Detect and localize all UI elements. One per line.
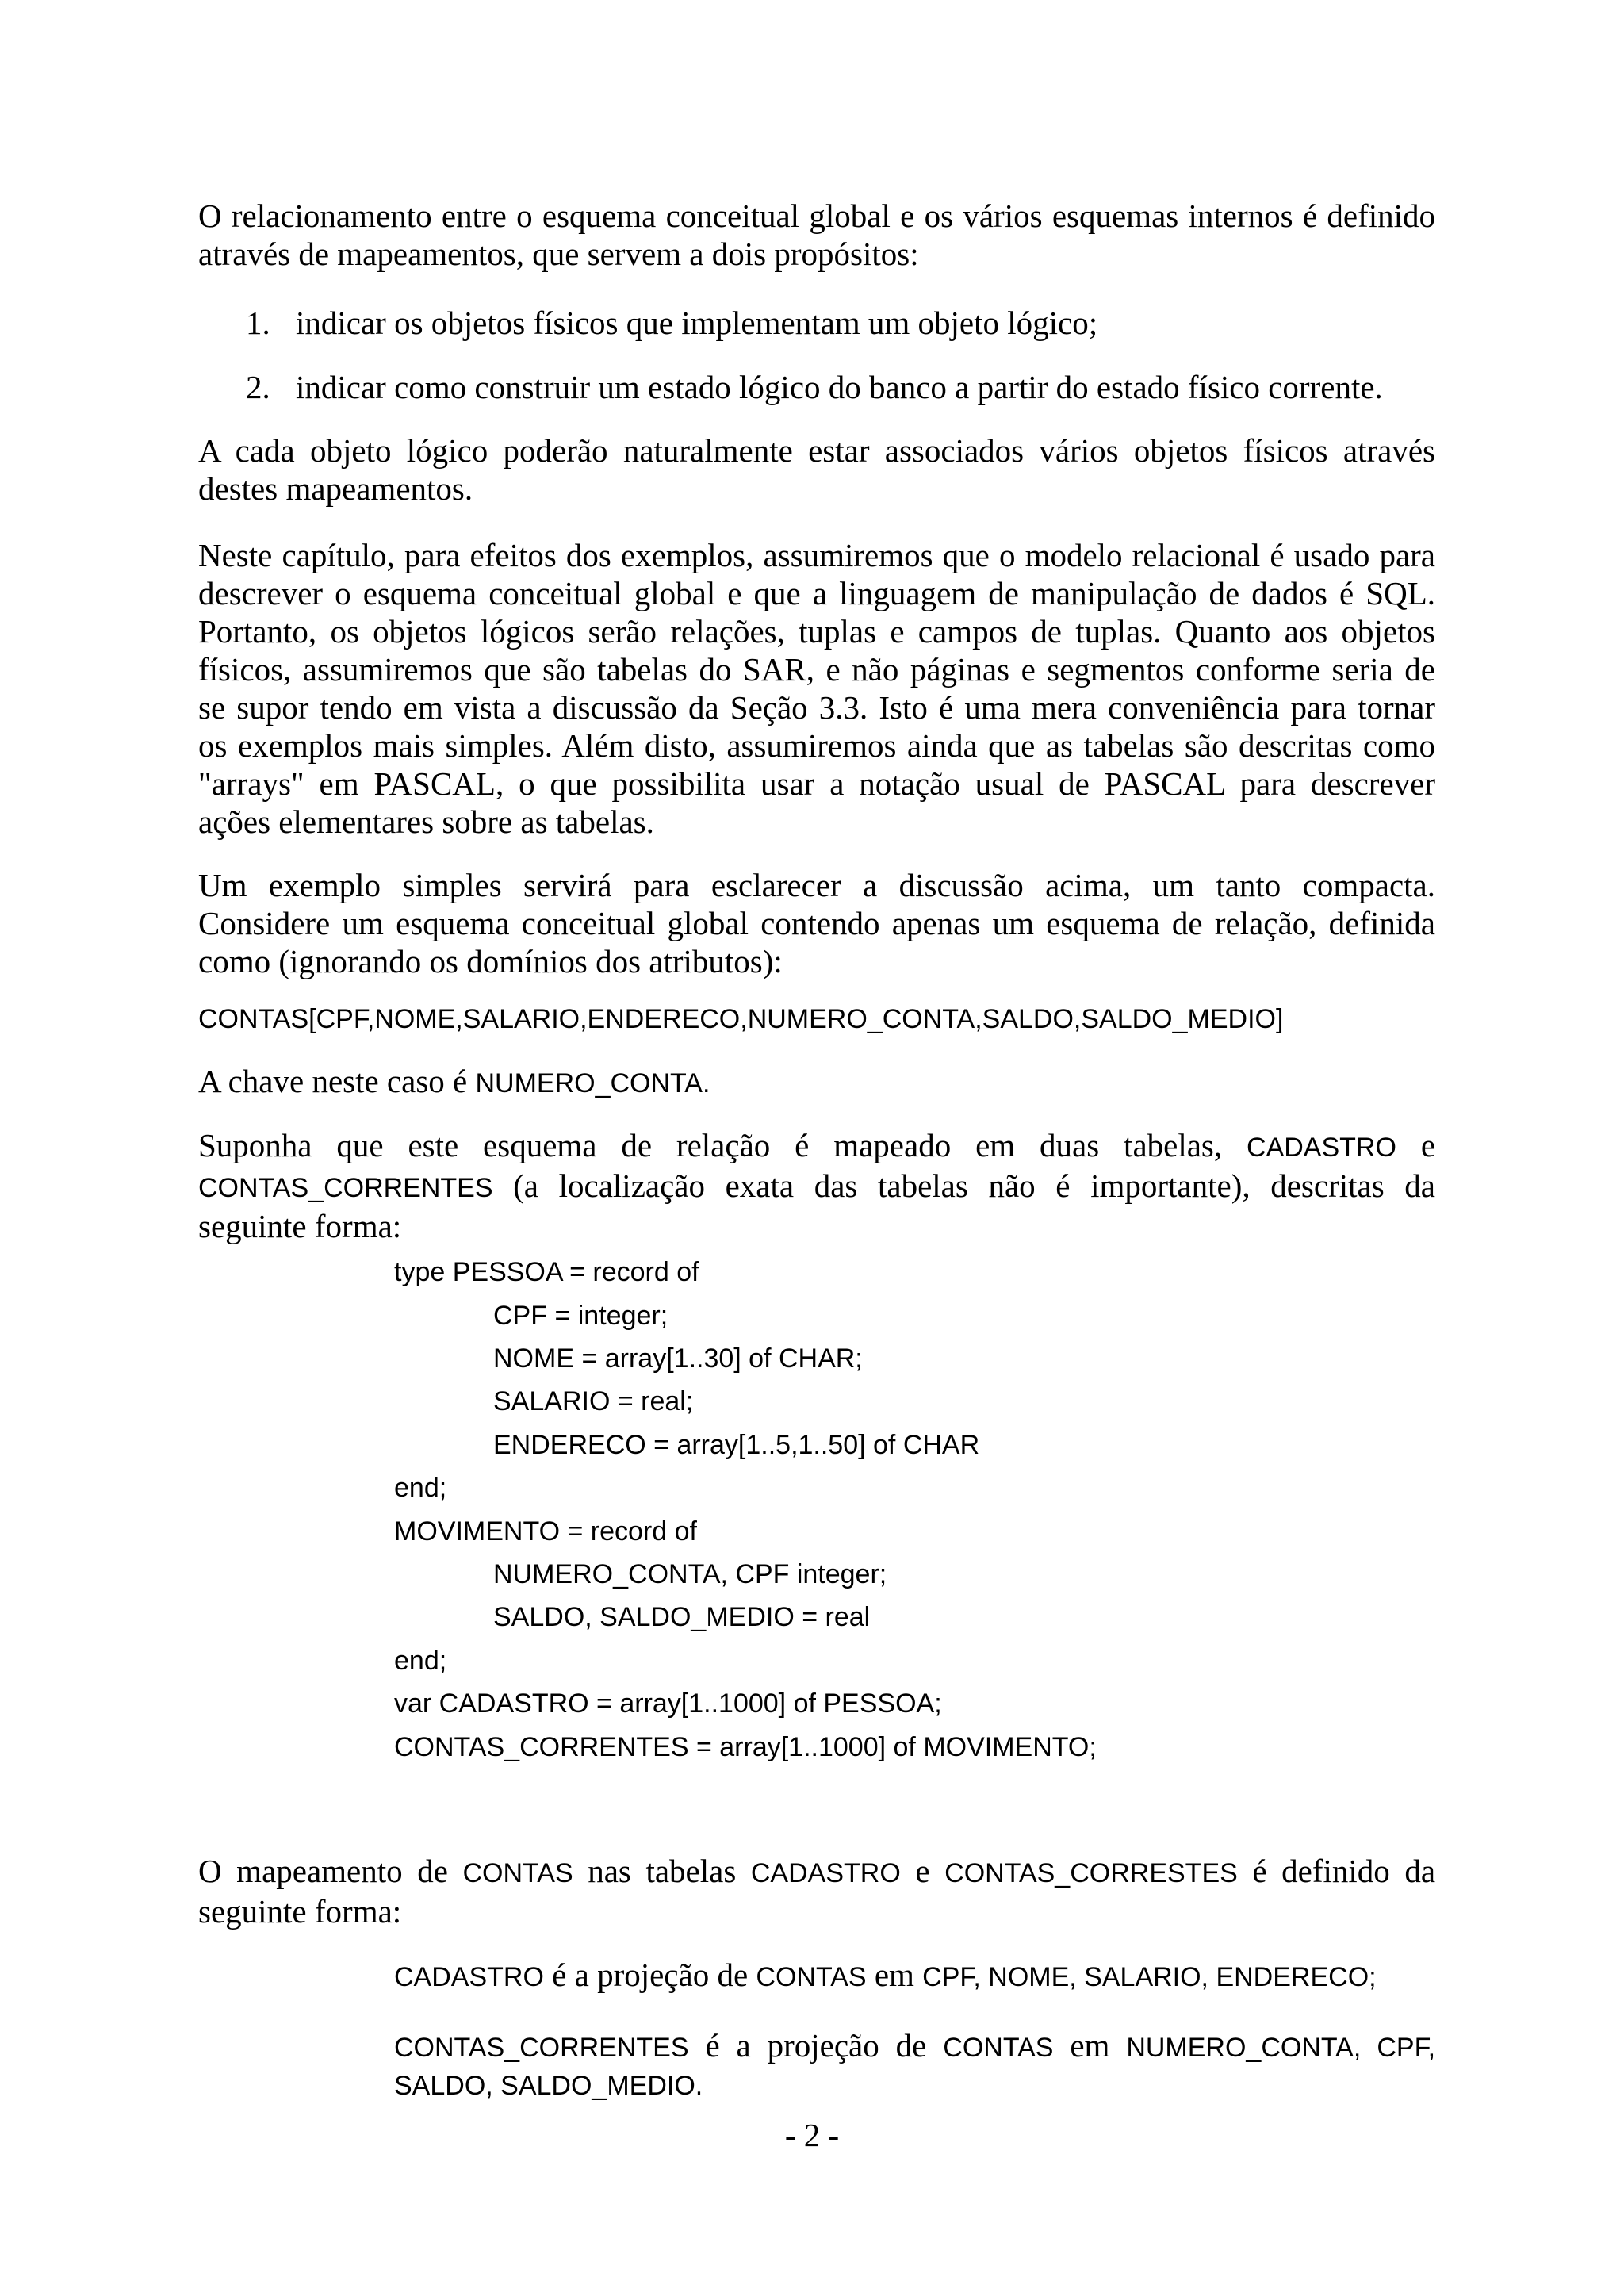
code-line: ENDERECO = array[1..5,1..50] of CHAR bbox=[493, 1430, 980, 1460]
paragraph-line: Um exemplo simples servirá para esclarecer a discussão acima, um tanto compacta. bbox=[198, 867, 1435, 903]
code-line: end; bbox=[394, 1646, 447, 1676]
paragraph-objects bbox=[198, 431, 1435, 508]
code-line: SALDO, SALDO_MEDIO = real bbox=[493, 1602, 871, 1632]
definition-line bbox=[394, 2026, 1435, 2067]
table-name: CADASTRO bbox=[750, 1858, 901, 1888]
code-line: CPF = integer; bbox=[493, 1301, 668, 1331]
definition-text: em bbox=[866, 1957, 923, 1993]
paragraph-line: seguinte forma: bbox=[198, 1208, 402, 1244]
paragraph-line: Considere um esquema conceitual global contendo apenas um esquema de relação, definida bbox=[198, 905, 1435, 941]
paragraph-line: A cada objeto lógico poderão naturalmente estar associados vários objetos físicos através bbox=[198, 432, 1435, 469]
paragraph-text: Suponha que este esquema de relação é mapeado em duas tabelas, bbox=[198, 1127, 1223, 1163]
code-line: MOVIMENTO = record of bbox=[394, 1516, 697, 1547]
paragraph-line: Neste capítulo, para efeitos dos exemplos, assumiremos que o modelo relacional é usado para bbox=[198, 537, 1435, 573]
paragraph-text: e bbox=[915, 1853, 930, 1889]
table-name: CADASTRO bbox=[394, 1962, 544, 1992]
relation-name: CONTAS bbox=[943, 2033, 1054, 2063]
table-name: CONTAS_CORRENTES bbox=[394, 2033, 689, 2063]
paragraph-line: Portanto, os objetos lógicos serão relações, tuplas e campos de tuplas. Quanto aos objetos bbox=[198, 613, 1435, 650]
table-name: CADASTRO bbox=[1247, 1133, 1396, 1163]
relation-name: CONTAS bbox=[756, 1962, 867, 1992]
code-line: end; bbox=[394, 1473, 447, 1503]
paragraph-line: físicos, assumiremos que são tabelas do SAR, e não páginas e segmentos conforme seria de bbox=[198, 651, 1435, 688]
paragraph-line: descrever o esquema conceitual global e que a linguagem de manipulação de dados é SQL. bbox=[198, 575, 1435, 611]
paragraph-line: O relacionamento entre o esquema conceitual global e os vários esquemas internos é definido bbox=[198, 197, 1435, 234]
paragraph-line: ações elementares sobre as tabelas. bbox=[198, 803, 654, 840]
paragraph-line: os exemplos mais simples. Além disto, assumiremos ainda que as tabelas são descritas como bbox=[198, 727, 1435, 764]
paragraph-text: é definido da bbox=[1252, 1853, 1436, 1889]
paragraph-text: e bbox=[1420, 1127, 1436, 1163]
definition-text: é a projeção de bbox=[705, 2027, 927, 2064]
definition-text: em bbox=[1070, 2027, 1110, 2064]
list-number: 2. bbox=[246, 369, 270, 405]
paragraph-mapping bbox=[198, 1126, 1435, 1245]
paragraph-line bbox=[198, 1167, 1435, 1207]
table-name: CONTAS_CORRESTES bbox=[944, 1858, 1238, 1888]
paragraph-line bbox=[198, 1126, 1435, 1167]
relation-name: CONTAS bbox=[462, 1858, 573, 1888]
code-line: var CADASTRO = array[1..1000] of PESSOA; bbox=[394, 1688, 942, 1719]
key-sentence bbox=[198, 1062, 1435, 1102]
definition-cadastro bbox=[394, 1956, 1435, 1996]
paragraph-line: destes mapeamentos. bbox=[198, 470, 473, 507]
code-line: CONTAS_CORRENTES = array[1..1000] of MOVIMENTO; bbox=[394, 1732, 1097, 1762]
paragraph-line: através de mapeamentos, que servem a dois propósitos: bbox=[198, 236, 919, 272]
definition-contas-correntes bbox=[394, 2026, 1435, 2105]
paragraph-line: como (ignorando os domínios dos atributos): bbox=[198, 943, 783, 979]
paragraph-line bbox=[198, 1852, 1435, 1892]
paragraph-example bbox=[198, 866, 1435, 980]
paragraph-mapping-definition bbox=[198, 1852, 1435, 1930]
paragraph-line: "arrays" em PASCAL, o que possibilita usar a notação usual de PASCAL para descrever bbox=[198, 765, 1435, 802]
paragraph-intro bbox=[198, 197, 1435, 273]
list-text: indicar os objetos físicos que implementam um objeto lógico; bbox=[296, 305, 1098, 341]
paragraph-text: (a localização exata das tabelas não é importante), descritas da bbox=[513, 1167, 1435, 1204]
key-attribute: NUMERO_CONTA. bbox=[475, 1068, 710, 1098]
definition-text: é a projeção de bbox=[543, 1957, 756, 1993]
paragraph-line: seguinte forma: bbox=[198, 1893, 402, 1930]
code-line: type PESSOA = record of bbox=[394, 1257, 699, 1287]
paragraph-text: nas tabelas bbox=[588, 1853, 737, 1889]
attribute-list: NUMERO_CONTA, CPF, bbox=[1126, 2033, 1436, 2063]
list-text: indicar como construir um estado lógico do banco a partir do estado físico corrente. bbox=[296, 369, 1383, 405]
attribute-list: CPF, NOME, SALARIO, ENDERECO; bbox=[922, 1962, 1377, 1992]
paragraph-text: O mapeamento de bbox=[198, 1853, 448, 1889]
definition-line: SALDO, SALDO_MEDIO. bbox=[394, 2071, 703, 2101]
code-line: NUMERO_CONTA, CPF integer; bbox=[493, 1559, 887, 1589]
paragraph-chapter bbox=[198, 536, 1435, 841]
code-line: NOME = array[1..30] of CHAR; bbox=[493, 1343, 863, 1374]
table-name: CONTAS_CORRENTES bbox=[198, 1173, 493, 1203]
list-number: 1. bbox=[246, 305, 270, 341]
page-number: - 2 - bbox=[784, 2117, 840, 2153]
key-sentence-text: A chave neste caso é bbox=[198, 1063, 476, 1099]
paragraph-line: se supor tendo em vista a discussão da Seção 3.3. Isto é uma mera conveniência para tornar bbox=[198, 689, 1435, 726]
relation-schema: CONTAS[CPF,NOME,SALARIO,ENDERECO,NUMERO_CONTA,SALDO,SALDO_MEDIO] bbox=[198, 1004, 1284, 1034]
code-line: SALARIO = real; bbox=[493, 1386, 694, 1416]
